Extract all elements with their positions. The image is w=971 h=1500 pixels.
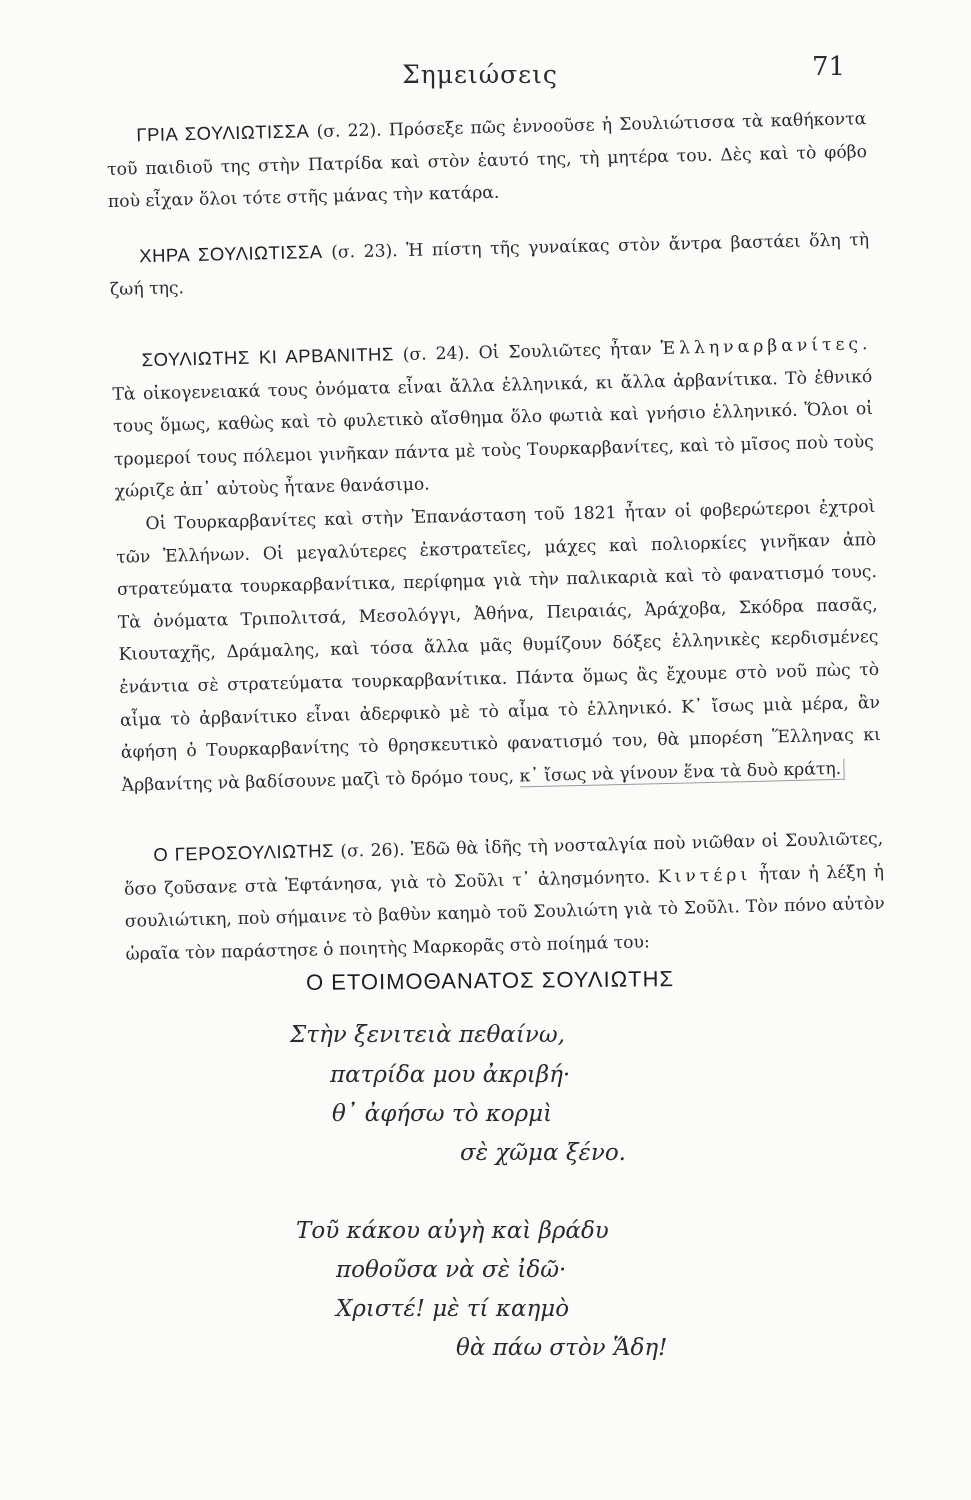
- note-text: Ἡ πίστη τῆς γυναίκας στὸν ἄντρα βαστάει ὅλη τὴ ζωή της.: [109, 229, 870, 301]
- poem-line: σὲ χῶμα ξένο.: [460, 1140, 626, 1166]
- note-text: Οἱ Τουρκαρβανίτες καὶ στὴν Ἐπανάσταση τοῦ 1821 ἦταν οἱ φοβερώτεροι ἐχτροὶ τῶν Ἑλλήνων. Οἱ μεγαλύτερες ἐκστρατεῖες, μάχες καὶ πολιορκίες γινῆκαν ἀπὸ στρατεύματα τουρκαρβανίτικα, περίφημα γιὰ τὴν παλικαριὰ καὶ τὸ φανατισμό τους. Τὰ ὀνόματα Τριπολιτσά, Μεσολόγγι, Ἀθήνα, Πειραιάς, Ἀράχοβα, Σκόδρα πασᾶς, Κιουταχῆς, Δράμαλης, καὶ τόσα ἄλλα μᾶς θυμίζουν δόξες ἑλληνικὲς κερδισμένες ἐνάντια σὲ στρατεύματα τουρκαρβανίτικα. Πάντα ὅμως ἂς ἔχουμε στὸ νοῦ πὼς τὸ αἷμα τὸ ἀρβανίτικο εἶναι ἀδερφικὸ μὲ τὸ αἷμα τὸ ἑλληνικό. Κ᾽ ἴσως μιὰ μέρα, ἂν ἀφήση ὁ Τουρκαρβανίτης τὸ θρησκευτικὸ φανατισμό του, θὰ μπορέση Ἕλληνας κι Ἀρβανίτης νὰ βαδίσουνε μαζὶ τὸ δρόμο τους,: [116, 496, 881, 796]
- spaced-term: Ἑλληναρβανίτες.: [660, 333, 872, 359]
- running-head: Σημειώσεις: [402, 60, 558, 89]
- note-page-ref: (σ. 23).: [330, 240, 398, 263]
- poem-title: Ο ΕΤΟΙΜΟΘΑΝΑΤΟΣ ΣΟΥΛΙΩΤΗΣ: [305, 966, 675, 995]
- note-text: Οἱ Σουλιῶτες ἦταν: [478, 339, 652, 364]
- poem-line: Χριστέ! μὲ τί καημὸ: [336, 1296, 570, 1322]
- note-page-ref: (σ. 24).: [402, 343, 470, 366]
- poem-line: ποθοῦσα νὰ σὲ ἰδῶ·: [336, 1257, 567, 1283]
- note-page-ref: (σ. 22).: [316, 120, 382, 143]
- spaced-term: Κιντέρι: [657, 864, 752, 888]
- note-heading: ΓΡΙΑ ΣΟΥΛΙΩΤΙΣΣΑ: [136, 120, 310, 146]
- note-text: Τὰ οἰκογενειακά τους ὀνόματα εἶναι ἄλλα ἑλληνικά, κι ἄλλα ἀρβανίτικα. Τὸ ἐθνικό τους ὅμως, καθὼς καὶ τὸ φυλετικὸ αἴσθημα ὅλο φωτιὰ καὶ γνήσιο ἑλληνικό. Ὅλοι οἱ τρομεροί τους πόλεμοι γινῆκαν πάντα μὲ τοὺς Τουρκαρβανίτες, καὶ τὸ μῖσος ποὺ τοὺς χώριζε ἀπ᾽ αὐτοὺς ἦτανε θανάσιμο.: [112, 366, 875, 503]
- note-text: Πρόσεξε πῶς ἐννοοῦσε ἡ Σουλιώτισσα τὰ καθήκοντα τοῦ παιδιοῦ της στὴν Πατρίδα καὶ στὸν ἑαυτό της, τὴ μητέρα του. Δὲς καὶ τὸ φόβο ποὺ εἶχαν ὅλοι τότε στῆς μάνας τὴν κατάρα.: [106, 109, 868, 213]
- page-number: 71: [812, 52, 846, 82]
- poem-line: Τοῦ κάκου αὐγὴ καὶ βράδυ: [296, 1218, 609, 1244]
- poem-line: θὰ πάω στὸν Ἅδη!: [456, 1335, 668, 1361]
- note-heading: Ο ΓΕΡΟΣΟΥΛΙΩΤΗΣ: [153, 840, 335, 866]
- note-heading: ΧΗΡΑ ΣΟΥΛΙΩΤΙΣΣΑ: [138, 240, 323, 267]
- note-text: ἦταν ἡ λέξη ἡ σουλιώτικη, ποὺ σήμαινε τὸ βαθὺν καημὸ τοῦ Σουλιώτη γιὰ τὸ Σοῦλι. Τὸν πόνο αὐτὸν ὡραῖα τὸν παράστησε ὁ ποιητὴς Μαρκορᾶς στὸ ποίημά του:: [124, 861, 885, 965]
- poem-line: θ᾽ ἀφήσω τὸ κορμὶ: [332, 1101, 553, 1127]
- note-page-ref: (σ. 26).: [340, 840, 405, 862]
- note-heading: ΣΟΥΛΙΩΤΗΣ ΚΙ ΑΡΒΑΝΙΤΗΣ: [141, 343, 395, 371]
- pencil-marked-text: κ᾽ ἴσως νὰ γίνουν ἕνα τὰ δυὸ κράτη.: [519, 758, 844, 787]
- poem-line: Στὴν ξενιτειὰ πεθαίνω,: [290, 1022, 565, 1048]
- poem-line: πατρίδα μου ἀκριβή·: [330, 1062, 571, 1088]
- note-text: Ἐδῶ θὰ ἰδῆς τὴ νοσταλγία ποὺ νιῶθαν οἱ Σουλιῶτες, ὅσο ζοῦσανε στὰ Ἑφτάνησα, γιὰ τὸ Σοῦλι τ᾽ ἀλησμόνητο.: [123, 829, 884, 900]
